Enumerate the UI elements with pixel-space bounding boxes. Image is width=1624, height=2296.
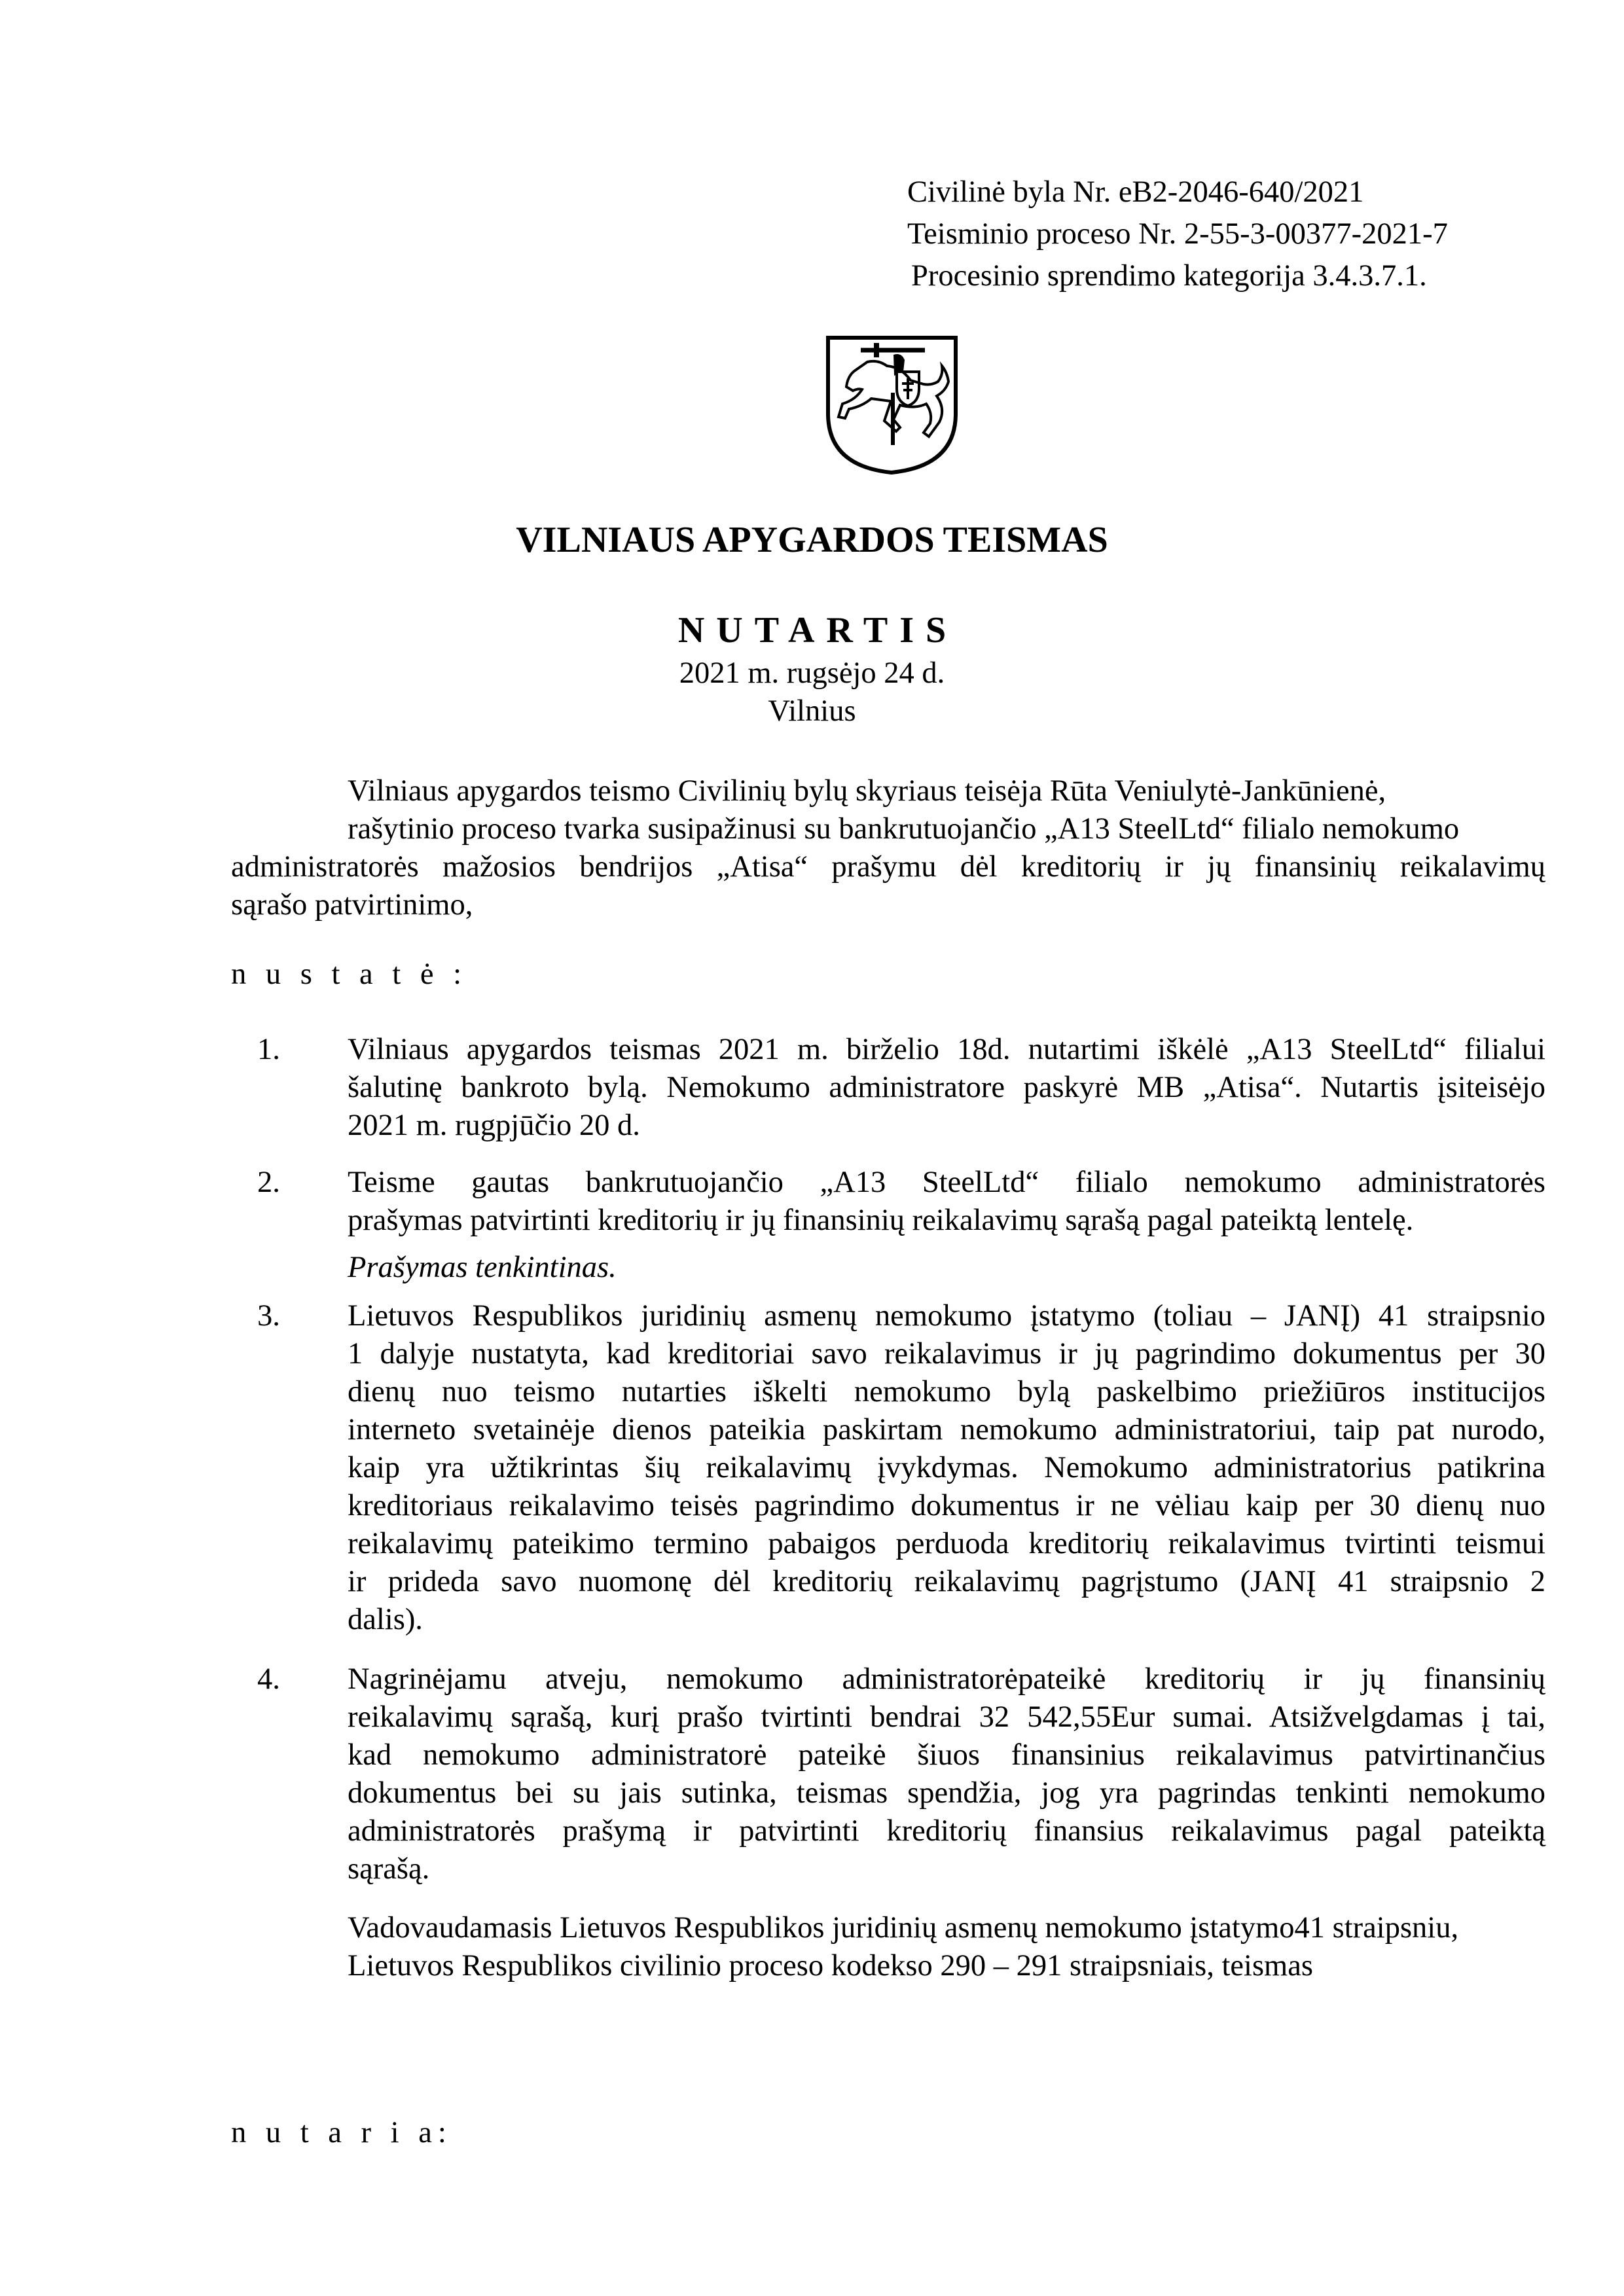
item-line: dalis).	[348, 1603, 423, 1636]
item-line: reikalavimų pateikimo termino pabaigos perduoda kreditorių reikalavimus tvirtinti teismui	[348, 1527, 1545, 1560]
item-line: kreditoriaus reikalavimo teisės pagrindimo dokumentus ir ne vėliau kaip per 30 dienų nuo	[348, 1489, 1545, 1522]
item-line: sąrašą.	[348, 1852, 430, 1886]
decision-category: Procesinio sprendimo kategorija 3.4.3.7.1.	[911, 259, 1427, 293]
item-line: Teisme gautas bankrutuojančio „A13 SteelLtd“ filialo nemokumo administratorės	[348, 1166, 1545, 1199]
item-line: reikalavimų sąrašą, kurį prašo tvirtinti bendrai 32 542,55Eur sumai. Atsižvelgdamas į tai,	[348, 1700, 1545, 1734]
item-line: dokumentus bei su jais sutinka, teismas spendžia, jog yra pagrindas tenkinti nemokumo	[348, 1776, 1545, 1810]
court-name: VILNIAUS APYGARDOS TEISMAS	[516, 520, 1108, 560]
conclusion-body	[348, 1909, 1545, 1985]
lithuanian-coat-of-arms-vytis-icon	[825, 335, 959, 476]
document-place: Vilnius	[768, 694, 856, 728]
item-line: Lietuvos Respublikos juridinių asmenų nemokumo įstatymo (toliau – JANĮ) 41 straipsnio	[348, 1299, 1545, 1333]
item-line: Nagrinėjamu atveju, nemokumo administratorėpateikė kreditorių ir jų finansinių	[348, 1662, 1545, 1696]
process-number: Teisminio proceso Nr. 2-55-3-00377-2021-7	[907, 217, 1448, 251]
conclusion-line: Vadovaudamasis Lietuvos Respublikos juridinių asmenų nemokumo įstatymo41 straipsniu,	[348, 1911, 1459, 1945]
item-note: Prašymas tenkintinas.	[348, 1251, 617, 1284]
item-number: 4.	[257, 1662, 280, 1696]
item-number: 2.	[257, 1166, 280, 1199]
item-line: administratorės prašymą ir patvirtinti kreditorių finansius reikalavimus pagal pateiktą	[348, 1814, 1545, 1848]
conclusion-line: Lietuvos Respublikos civilinio proceso kodekso 290 – 291 straipsniais, teismas	[348, 1949, 1313, 1982]
item-body	[348, 1031, 1545, 1145]
section-label-resolves: n u t a r i a:	[231, 2116, 452, 2149]
item-line: interneto svetainėje dienos pateikia paskirtam nemokumo administratoriui, taip pat nurodo,	[348, 1413, 1545, 1446]
section-label-established: n u s t a t ė :	[231, 958, 468, 991]
item-line: dienų nuo teismo nutarties iškelti nemokumo bylą paskelbimo priežiūros institucijos	[348, 1375, 1545, 1408]
item-body	[348, 1660, 1545, 1888]
intro-paragraph	[231, 772, 1545, 924]
intro-line: Vilniaus apygardos teismo Civilinių bylų skyriaus teisėja Rūta Veniulytė-Jankūnienė,	[348, 774, 1386, 808]
item-line: ir prideda savo nuomonę dėl kreditorių reikalavimų pagrįstumo (JANĮ 41 straipsnio 2	[348, 1565, 1545, 1598]
item-line: kaip yra užtikrintas šių reikalavimų įvykdymas. Nemokumo administratorius patikrina	[348, 1451, 1545, 1484]
intro-line: administratorės mažosios bendrijos „Atisa“ prašymu dėl kreditorių ir jų finansinių reikalavimų	[231, 850, 1545, 884]
item-body	[348, 1297, 1545, 1639]
item-line: šalutinę bankroto bylą. Nemokumo administratore paskyrė MB „Atisa“. Nutartis įsiteisėjo	[348, 1071, 1545, 1104]
case-info-block	[907, 171, 1562, 297]
intro-line: sąrašo patvirtinimo,	[231, 888, 473, 922]
item-line: 2021 m. rugpjūčio 20 d.	[348, 1109, 640, 1142]
item-line: kad nemokumo administratorė pateikė šiuos finansinius reikalavimus patvirtinančius	[348, 1738, 1545, 1772]
intro-line: rašytinio proceso tvarka susipažinusi su bankrutuojančio „A13 SteelLtd“ filialo nemokumo	[348, 812, 1460, 846]
item-number: 3.	[257, 1299, 280, 1333]
item-line: Vilniaus apygardos teismas 2021 m. birželio 18d. nutartimi iškėlė „A13 SteelLtd“ filialui	[348, 1033, 1545, 1066]
item-body	[348, 1164, 1545, 1287]
document-type-title: NUTARTIS	[677, 610, 958, 651]
item-line: 1 dalyje nustatyta, kad kreditoriai savo reikalavimus ir jų pagrindimo dokumentus per 30	[348, 1337, 1545, 1371]
document-date: 2021 m. rugsėjo 24 d.	[679, 656, 945, 690]
case-number: Civilinė byla Nr. eB2-2046-640/2021	[907, 175, 1364, 209]
item-number: 1.	[257, 1033, 280, 1066]
item-line: prašymas patvirtinti kreditorių ir jų finansinių reikalavimų sąrašą pagal pateiktą lentelę.	[348, 1204, 1414, 1237]
